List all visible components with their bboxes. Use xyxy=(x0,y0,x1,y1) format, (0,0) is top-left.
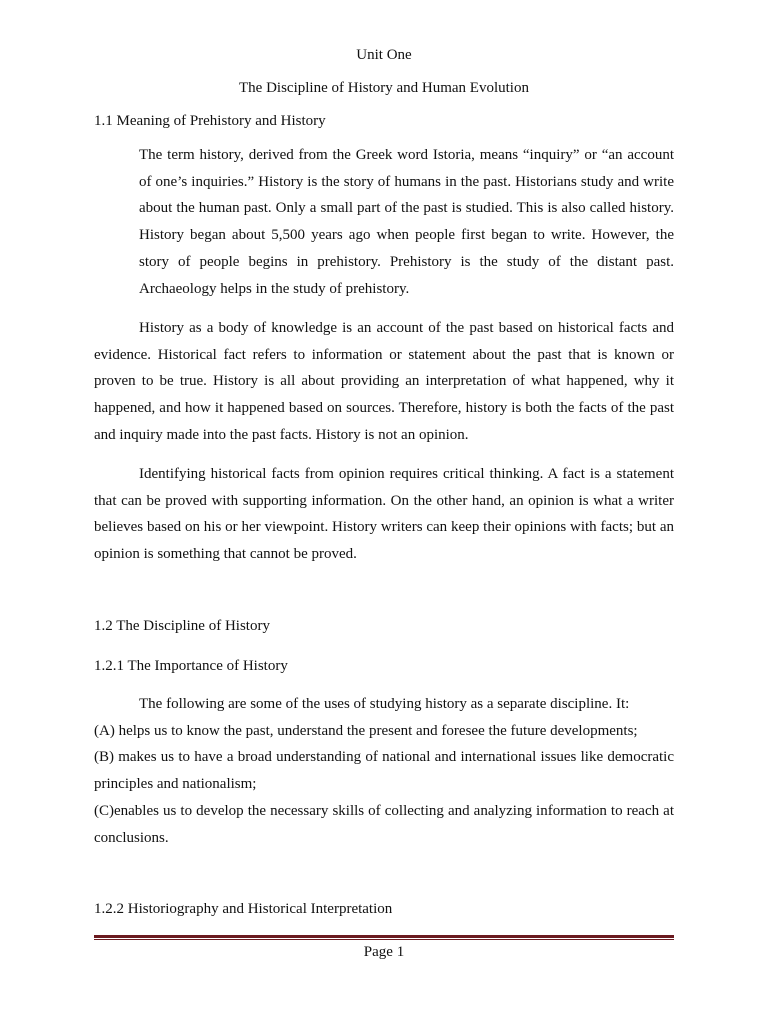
paragraph-fact-vs-opinion: Identifying historical facts from opinion requires critical thinking. A fact is a statement that can be proved with supporting information. On the other hand, an opinion is what a writer believes based on his or her viewpoint. History writers can keep their opinions with facts; but an opinion is something that cannot be proved. xyxy=(94,466,674,563)
section-heading-1-1: 1.1 Meaning of Prehistory and History xyxy=(94,113,326,129)
page-number: Page 1 xyxy=(363,944,405,960)
document-page xyxy=(94,0,674,1024)
subsection-heading-1-2-2: 1.2.2 Historiography and Historical Interpretation xyxy=(94,901,393,917)
document-title: The Discipline of History and Human Evolution xyxy=(239,80,529,96)
list-item-b: (B) makes us to have a broad understanding of national and international issues like democratic principles and nationalism; xyxy=(94,749,674,793)
list-item-a: (A) helps us to know the past, understand the present and foresee the future developments; xyxy=(94,722,638,739)
list-intro: The following are some of the uses of studying history as a separate discipline. It: xyxy=(139,696,630,712)
paragraph-body-of-knowledge: History as a body of knowledge is an account of the past based on historical facts and evidence. Historical fact refers to information or statement about the past that is known or proven to be true. History is all about providing an interpretation of what happened, why it happened, and how it happened based on sources. Therefore, history is both the facts of the past and inquiry made into the past facts. History is not an opinion. xyxy=(94,320,674,443)
unit-label: Unit One xyxy=(356,47,412,63)
list-item-c: (C)enables us to develop the necessary skills of collecting and analyzing information to reach at conclusions. xyxy=(94,802,674,846)
importance-list xyxy=(94,691,674,851)
paragraph-history-definition: The term history, derived from the Greek word Istoria, means “inquiry” or “an account of one’s inquiries.” History is the story of humans in the past. Historians study and write about the human past. Only a small part of the past is studied. This is also called history. History began about 5,500 years ago when people first began to write. However, the story of people begins in prehistory. Prehistory is the study of the distant past. Archaeology helps in the study of prehistory. xyxy=(139,147,674,297)
subsection-heading-1-2-1: 1.2.1 The Importance of History xyxy=(94,658,288,674)
section-heading-1-2: 1.2 The Discipline of History xyxy=(94,618,270,634)
footer-divider xyxy=(94,935,674,941)
